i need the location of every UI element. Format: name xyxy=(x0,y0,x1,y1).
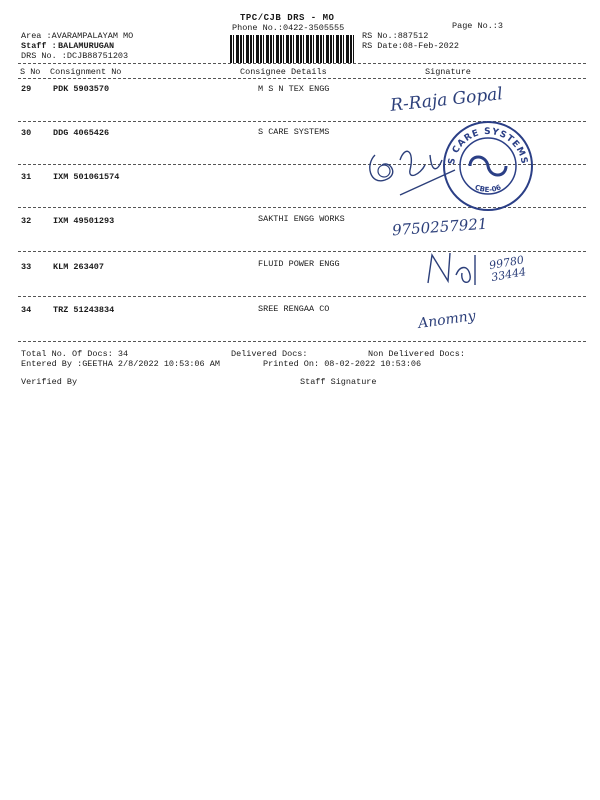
row-consignment: IXM 501061574 xyxy=(53,172,120,182)
col-header-sno: S No xyxy=(20,67,41,77)
header-rule-bottom xyxy=(18,78,586,79)
delivered-docs: Delivered Docs: xyxy=(231,349,308,359)
non-delivered-docs: Non Delivered Docs: xyxy=(368,349,465,359)
company-stamp xyxy=(440,118,536,214)
row-sno: 30 xyxy=(21,128,32,138)
row-sno: 32 xyxy=(21,216,32,226)
phone-number: Phone No.:0422-3505555 xyxy=(232,23,345,33)
table-bottom-rule xyxy=(18,341,586,342)
handwritten-phone-row33: 99780 33444 xyxy=(488,253,528,285)
handwritten-phone-row32: 9750257921 xyxy=(391,214,488,240)
row-consignee: FLUID POWER ENGG xyxy=(258,259,340,269)
row-consignment: KLM 263407 xyxy=(53,262,105,272)
row-consignment: TRZ 51243834 xyxy=(53,305,115,315)
staff-signature-label: Staff Signature xyxy=(300,377,377,387)
row-consignment: PDK 5903570 xyxy=(53,84,110,94)
row-consignment: IXM 49501293 xyxy=(53,216,115,226)
stamp-bottom-text: CBE-06 xyxy=(473,183,503,195)
total-docs: Total No. Of Docs: 34 xyxy=(21,349,129,359)
col-header-signature: Signature xyxy=(425,67,471,77)
row-sno: 29 xyxy=(21,84,32,94)
verified-by-label: Verified By xyxy=(21,377,78,387)
rs-date: RS Date:08-Feb-2022 xyxy=(362,41,459,51)
col-header-consignment: Consignment No xyxy=(50,67,122,77)
col-header-consignee: Consignee Details xyxy=(240,67,327,77)
row-consignee: S CARE SYSTEMS xyxy=(258,127,330,137)
row-consignment: DDG 4065426 xyxy=(53,128,110,138)
handwritten-signature-row29: R-Raja Gopal xyxy=(389,84,504,116)
stamp-top-text: S CARE SYSTEMS xyxy=(447,126,529,166)
barcode-image xyxy=(230,35,355,63)
row-consignee: SAKTHI ENGG WORKS xyxy=(258,214,345,224)
row-sno: 33 xyxy=(21,262,32,272)
row-consignee: SREE RENGAA CO xyxy=(258,304,330,314)
row-divider xyxy=(18,296,586,297)
drs-number: DRS No. :DCJB88751203 xyxy=(21,51,129,61)
handwritten-signature-row34: Anomny xyxy=(417,308,477,332)
row-consignee: M S N TEX ENGG xyxy=(258,84,330,94)
area-field: Area :AVARAMPALAYAM MO xyxy=(21,31,134,41)
entered-by: Entered By :GEETHA 2/8/2022 10:53:06 AM xyxy=(21,359,220,369)
document-title: TPC/CJB DRS - MO xyxy=(240,13,335,23)
header-rule-top xyxy=(18,63,586,64)
row-sno: 34 xyxy=(21,305,32,315)
printed-on: Printed On: 08-02-2022 10:53:06 xyxy=(263,359,422,369)
staff-label: Staff : xyxy=(21,41,57,51)
page-number: Page No.:3 xyxy=(452,21,504,31)
row-sno: 31 xyxy=(21,172,32,182)
rs-number: RS No.:887512 xyxy=(362,31,429,41)
staff-name: BALAMURUGAN xyxy=(58,41,115,51)
